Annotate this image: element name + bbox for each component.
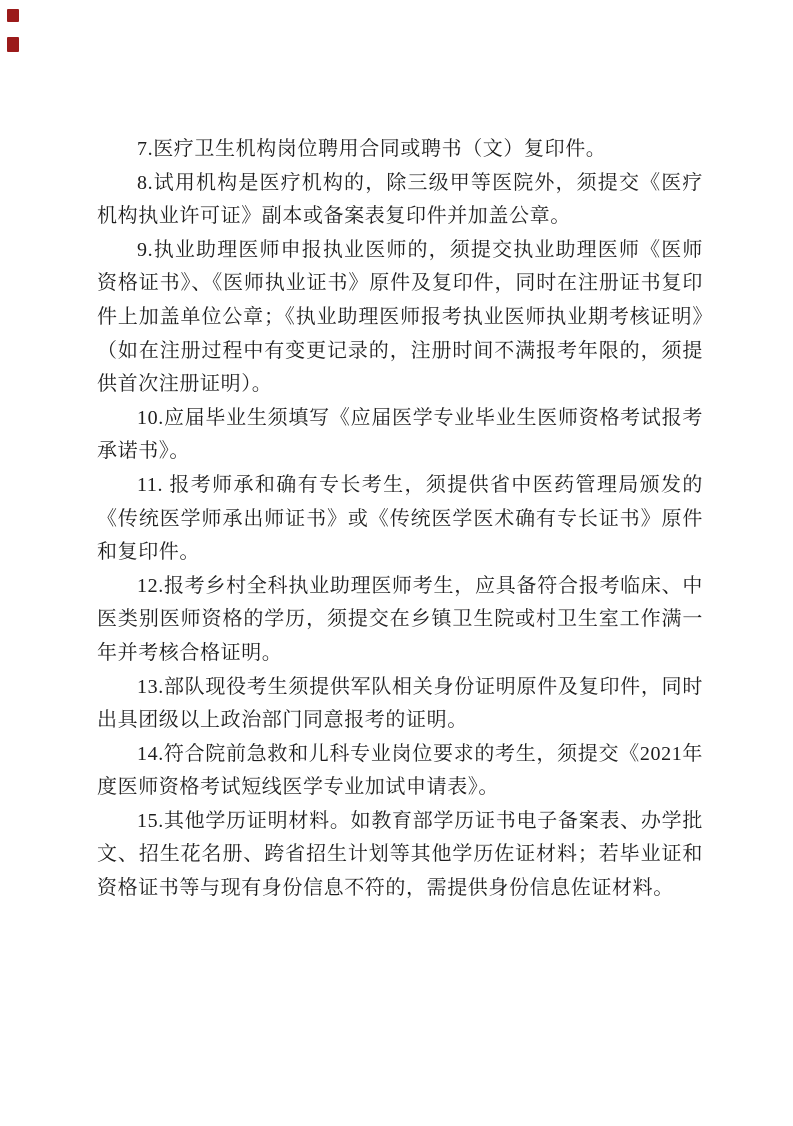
list-item-14: 14.符合院前急救和儿科专业岗位要求的考生，须提交《2021年度医师资格考试短线医学专业加试申请表》。 [97,742,703,799]
list-item-13: 13.部队现役考生须提供军队相关身份证明原件及复印件，同时出具团级以上政治部门同意报考的证明。 [97,675,703,732]
list-item-8: 8.试用机构是医疗机构的，除三级甲等医院外，须提交《医疗机构执业许可证》副本或备案表复印件并加盖公章。 [97,171,703,228]
document-text-block [97,133,703,906]
list-item-9: 9.执业助理医师申报执业医师的，须提交执业助理医师《医师资格证书》、《医师执业证书》原件及复印件，同时在注册证书复印件上加盖单位公章；《执业助理医师报考执业医师执业期考核证明》（如在注册过程中有变更记录的，注册时间不满报考年限的，须提供首次注册证明）。 [97,238,703,396]
list-item-11: 11. 报考师承和确有专长考生，须提供省中医药管理局颁发的《传统医学师承出师证书》或《传统医学医术确有专长证书》原件和复印件。 [97,473,703,564]
list-item-12: 12.报考乡村全科执业助理医师考生，应具备符合报考临床、中医类别医师资格的学历，须提交在乡镇卫生院或村卫生室工作满一年并考核合格证明。 [97,574,703,664]
red-scan-mark-top [7,9,19,22]
list-item-10: 10.应届毕业生须填写《应届医学专业毕业生医师资格考试报考承诺书》。 [97,406,703,463]
list-item-15: 15.其他学历证明材料。如教育部学历证书电子备案表、办学批文、招生花名册、跨省招生计划等其他学历佐证材料；若毕业证和资格证书等与现有身份信息不符的，需提供身份信息佐证材料。 [97,809,703,900]
list-item-7: 7.医疗卫生机构岗位聘用合同或聘书（文）复印件。 [137,138,607,160]
red-scan-mark-bottom [7,37,19,52]
